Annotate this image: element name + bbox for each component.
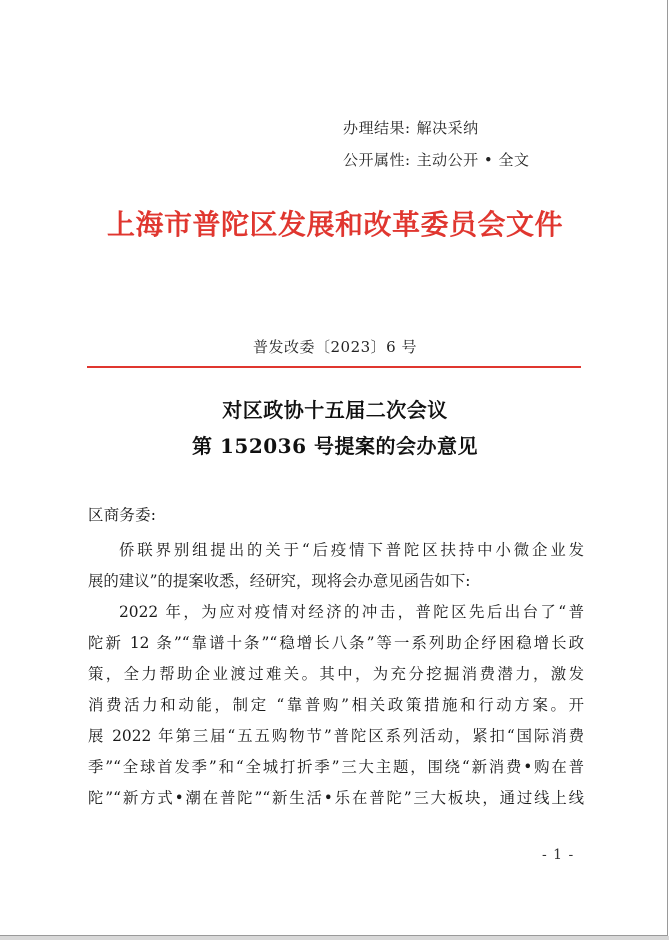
paragraph-1-line-1: 侨联界别组提出的关于“后疫情下普陀区扶持中小微企业发 — [119, 541, 584, 559]
addressee: 区商务委: — [88, 506, 157, 524]
paragraph-2-line-6: 季”“全球首发季”和“全城打折季”三大主题，围绕“新消费•购在普 — [88, 758, 584, 776]
handling-result-label: 办理结果: — [343, 119, 411, 137]
document-number: 普发改委〔2023〕6 号 — [253, 338, 417, 356]
page-number: - 1 - — [542, 847, 575, 863]
paragraph-2-line-4: 消费活力和动能，制定 “靠普购”相关政策措施和行动方案。开 — [88, 696, 584, 714]
red-divider — [87, 366, 581, 368]
paragraph-1-line-2: 展的建议”的提案收悉，经研究，现将会办意见函告如下: — [88, 572, 471, 590]
paragraph-2-line-2: 陀新 12 条”“靠谱十条”“稳增长八条”等一系列助企纾困稳增长政 — [88, 634, 584, 652]
document-title-line-1: 对区政协十五届二次会议 — [222, 398, 448, 422]
disclosure-attribute-label: 公开属性: — [343, 151, 411, 169]
handling-result-value: 解决采纳 — [416, 119, 479, 137]
disclosure-attribute — [343, 150, 529, 170]
document-title-line-2: 第 152036 号提案的会办意见 — [192, 434, 478, 458]
paragraph-2-line-7: 陀”“新方式•潮在普陀”“新生活•乐在普陀”三大板块，通过线上线 — [88, 789, 584, 807]
handling-result — [343, 118, 479, 138]
paragraph-2-line-5: 展 2022 年第三届“五五购物节”普陀区系列活动，紧扣“国际消费 — [88, 727, 584, 745]
paragraph-2-line-3: 策，全力帮助企业渡过难关。其中，为充分挖掘消费潜力，激发 — [88, 665, 584, 683]
disclosure-attribute-value: 主动公开 • 全文 — [416, 151, 530, 169]
document-masthead: 上海市普陀区发展和改革委员会文件 — [106, 208, 563, 241]
paragraph-2-line-1: 2022 年，为应对疫情对经济的冲击，普陀区先后出台了“普 — [119, 603, 584, 621]
